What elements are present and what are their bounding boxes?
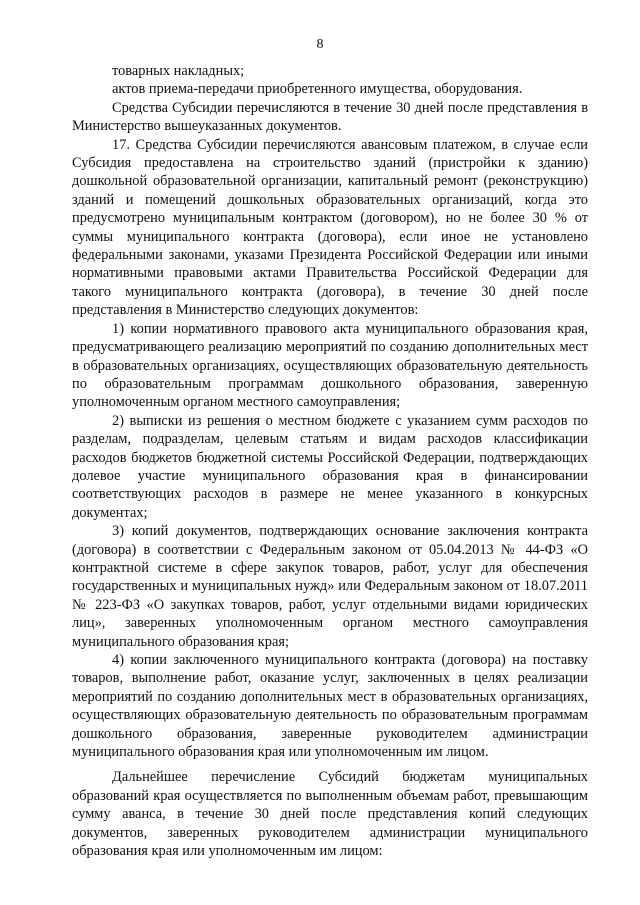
list-item-3: 3) копий документов, подтверждающих основание заключения контракта (договора) в соответствии с Федеральным законом от 05.04.2013 № 44-ФЗ «О контрактной системе в сфере закупок товаров, работ, услуг для обеспечения государственных и муниципальных нужд» или Федеральным законом от 18.07.2011 № 223-ФЗ «О закупках товаров, работ, услуг отдельными видами юридических лиц», заверенных уполномоченным органом местного самоуправления муниципального образования края;	[72, 523, 588, 650]
document-body	[72, 62, 588, 860]
paragraph-item-17: 17. Средства Субсидии перечисляются авансовым платежом, в случае если Субсидия предоставлена на строительство зданий (пристройки к зданию) дошкольной образовательной организации, капитальный ремонт (реконструкцию) зданий и помещений дошкольных образовательных организаций, когда это предусмотрено муниципальным контрактом (договором), но не более 30 % от суммы муниципального контракта (договора), если иное не установлено федеральными законами, указами Президента Российской Федерации или иными нормативными правовыми актами Правительства Российской Федерации для такого муниципального контракта (договора), в течение 30 дней после представления в Министерство следующих документов:	[72, 136, 588, 319]
paragraph-waybills: товарных накладных;	[112, 63, 245, 79]
paragraph-further-transfer: Дальнейшее перечисление Субсидий бюджетам муниципальных образований края осуществляется по выполненным объемам работ, превышающим сумму аванса, в течение 30 дней после представления копий следующих документов, заверенных руководителем администрации муниципального образования края или уполномоченным им лицом:	[72, 769, 588, 860]
list-item-2: 2) выписки из решения о местном бюджете с указанием сумм расходов по разделам, подразделам, целевым статьям и видам расходов классификации расходов бюджетов бюджетной системы Российской Федерации, подтверждающих долевое участие муниципального образования края в финансировании соответствующих расходов в размере не менее указанного в конкурсных документах;	[72, 412, 588, 521]
list-item-1: 1) копии нормативного правового акта муниципального образования края, предусматривающего реализацию мероприятий по созданию дополнительных мест в образовательных организациях, осуществляющих образовательную деятельность по образовательным программам дошкольного образования, заверенную уполномоченным органом местного самоуправления;	[72, 320, 588, 411]
page-number: 8	[316, 37, 324, 52]
list-item-4: 4) копии заключенного муниципального контракта (договора) на поставку товаров, выполнение работ, оказание услуг, заключенных в целях реализации мероприятий по созданию дополнительных мест в образовательных организациях, осуществляющих образовательную деятельность по образовательным программам дошкольного образования, заверенные руководителем администрации муниципального образования края или уполномоченным им лицом.	[72, 652, 588, 761]
paragraph-transfer-term: Средства Субсидии перечисляются в течение 30 дней после представления в Министерство вышеуказанных документов.	[72, 99, 588, 135]
paragraph-acceptance-acts: актов приема-передачи приобретенного имущества, оборудования.	[112, 81, 523, 98]
